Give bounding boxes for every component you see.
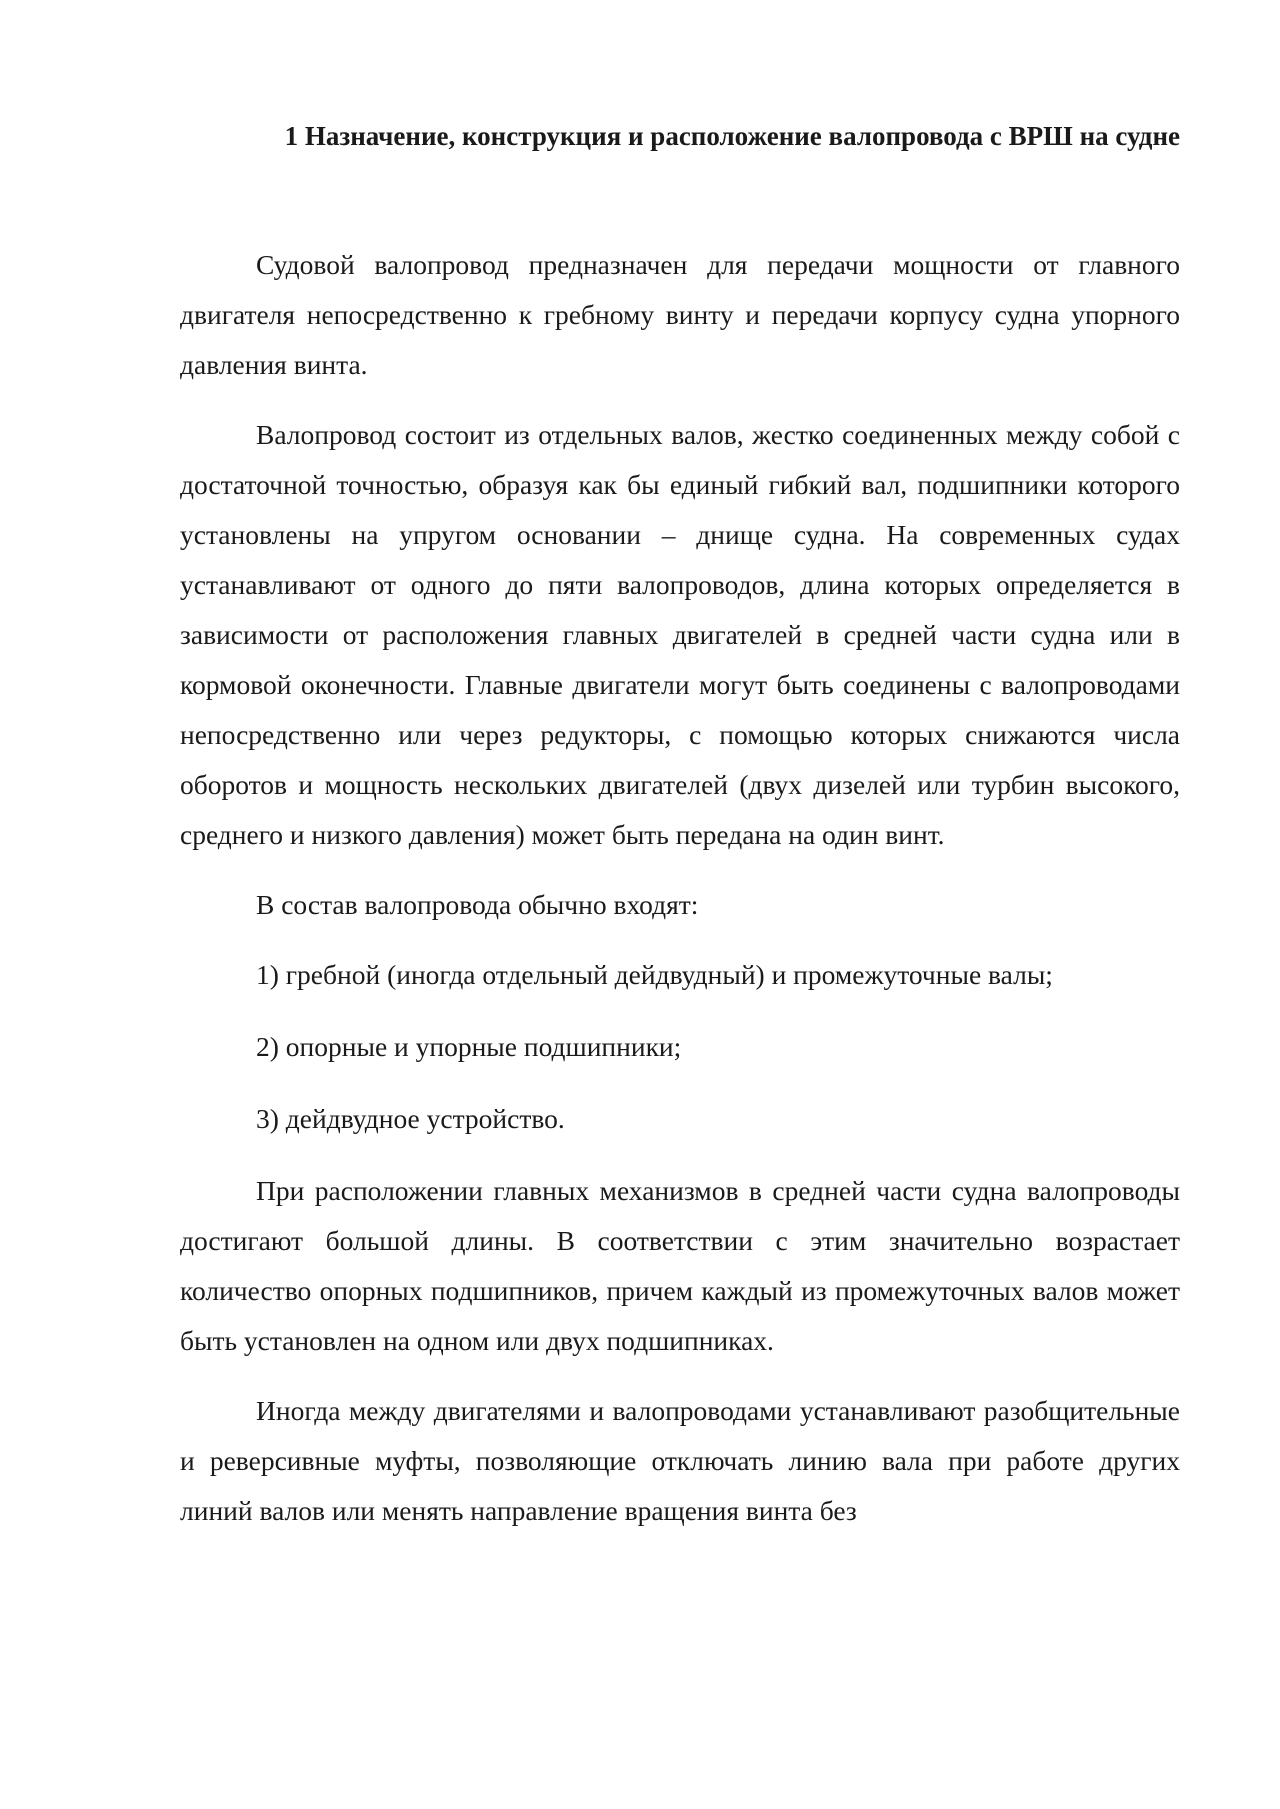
paragraph-couplings: Иногда между двигателями и валопроводами устанавливают разобщительные и реверсивные муфты, позволяющие отключать линию вала при работе других линий валов или менять направление вращения винта без <box>180 1395 1180 1526</box>
list-item: 3) дейдвудное устройство. <box>256 1103 565 1134</box>
paragraph-structure: Валопровод состоит из отдельных валов, жестко соединенных между собой с достаточной точностью, образуя как бы единый гибкий вал, подшипники которого установлены на упругом основании – днище судна. На современных судах устанавливают от одного до пяти валопроводов, длина которых определяется в зависимости от расположения главных двигателей в средней части судна или в кормовой оконечности. Главные двигатели могут быть соединены с валопроводами непосредственно или через редукторы, с помощью которых снижаются числа оборотов и мощность нескольких двигателей (двух дизелей или турбин высокого, среднего и низкого давления) может быть передана на один винт. <box>180 419 1180 850</box>
paragraph-composition-intro: В состав валопровода обычно входят: <box>256 889 699 920</box>
list-item: 2) опорные и упорные подшипники; <box>256 1031 682 1062</box>
section-heading: 1 Назначение, конструкция и расположение валопровода с ВРШ на судне <box>284 121 1180 151</box>
document-page <box>180 118 1180 1556</box>
composition-list <box>180 950 1180 1144</box>
paragraph-mid-location: При расположении главных механизмов в средней части судна валопроводы достигают большой длины. В соответствии с этим значительно возрастает количество опорных подшипников, причем каждый из промежуточных валов может быть установлен на одном или двух подшипниках. <box>180 1175 1180 1356</box>
list-item: 1) гребной (иногда отдельный дейдвудный) и промежуточные валы; <box>256 959 1053 990</box>
paragraph-purpose: Судовой валопровод предназначен для передачи мощности от главного двигателя непосредственно к гребному винту и передачи корпусу судна упорного давления винта. <box>180 249 1180 380</box>
